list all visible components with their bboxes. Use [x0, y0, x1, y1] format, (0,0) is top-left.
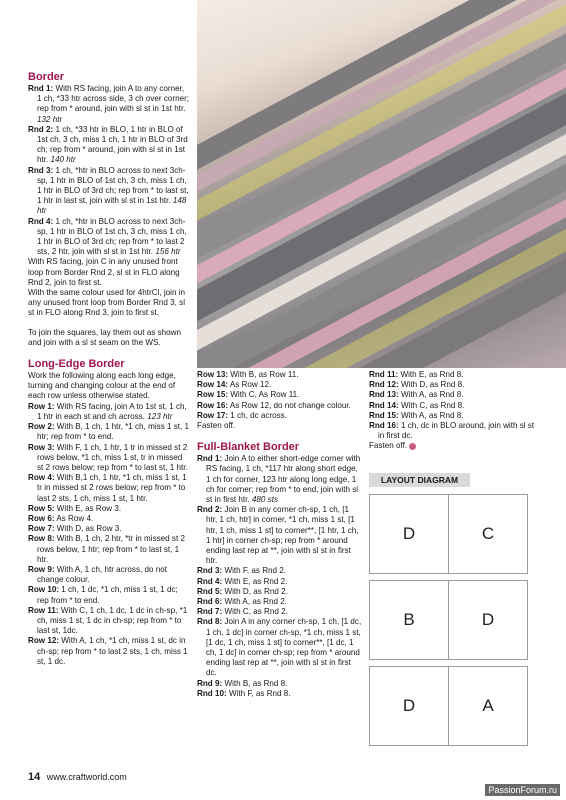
pattern-row — [28, 125, 190, 166]
pattern-row — [197, 411, 362, 421]
row-text: With E, as Rnd 2. — [224, 576, 288, 586]
fasten-off-2: Fasten off. — [369, 441, 539, 451]
pattern-row — [197, 597, 362, 607]
row-text: With RS facing, join A to any corner, 1 ch, *33 htr across side, 3 ch over corner; rep from * around, join with sl st in 1st htr. — [37, 84, 190, 114]
row-label: Rnd 14: — [369, 400, 399, 410]
row-text: With D, as Row 3. — [56, 524, 122, 534]
border-para-1: With RS facing, join C in any unused front loop from Border Rnd 2, sl st in FLO along Rnd 2, join to first st. — [28, 257, 180, 287]
row-label: Rnd 1: — [28, 84, 54, 93]
row-text: With C, as Rnd 8. — [400, 400, 465, 410]
pattern-row — [28, 534, 190, 565]
row-label: Row 4: — [28, 473, 55, 483]
row-text: With F, as Rnd 2. — [224, 566, 287, 576]
row-label: Row 9: — [28, 564, 55, 574]
row-text: With A, 1 ch, htr across, do not change colour. — [37, 564, 167, 585]
row-text: 1 ch, 1 dc, *1 ch, miss 1 st, 1 dc; rep from * to end. — [37, 585, 178, 605]
row-text: With C, As Row 11. — [230, 390, 300, 400]
pattern-row — [28, 504, 190, 514]
row-label: Rnd 3: — [197, 566, 223, 576]
row-text: With A, as Rnd 2. — [224, 597, 287, 607]
row-label: Row 10: — [28, 585, 60, 595]
row-label: Row 3: — [28, 442, 55, 452]
pattern-row — [369, 421, 539, 441]
page-number: 14 — [28, 771, 41, 783]
row-label: Row 12: — [28, 636, 60, 646]
row-text: With C, 1 ch, 1 dc, 1 dc in ch-sp, *1 ch, miss 1 st, 1 dc in ch-sp; rep from * to last st, 1dc. — [37, 605, 188, 636]
pattern-row — [197, 587, 362, 597]
diagram-cell: D — [369, 666, 449, 746]
col2-rows — [197, 370, 362, 421]
pattern-row — [369, 390, 539, 400]
row-label: Row 16: — [197, 400, 229, 410]
pattern-row — [369, 370, 539, 380]
col3-rows — [369, 370, 539, 441]
row-text: With B, as Rnd 8. — [224, 678, 288, 688]
pattern-row — [197, 390, 362, 400]
diagram-cell: A — [448, 666, 528, 746]
row-note: 156 htr — [155, 247, 181, 257]
diagram-cell: D — [448, 580, 528, 660]
row-label: Rnd 4: — [197, 576, 223, 586]
border-para-2: With the same colour used for 4htrCl, join in any unused front loop from Border Rnd 3, sl st in FLO along Rnd 3, join to first st. — [28, 288, 186, 318]
row-text: With F, 1 ch, 1 htr, 1 tr in missed st 2 rows below, *1 ch, miss 1 st, tr in missed st 2 rows below; rep from * to last st, 1 htr. — [37, 442, 188, 472]
diagram-cell: D — [369, 494, 449, 574]
row-label: Rnd 12: — [369, 380, 399, 390]
rnd8-text: Join A in any corner ch-sp, 1 ch, [1 dc, 1 ch, 1 dc] in corner ch-sp, *1 ch, miss 1 st, [1 dc, 1 ch, miss 1 st] to corner**, [1 dc, 1 ch, 1 dc] in corner ch-sp; rep from * around ending last rep at **, join with sl st in first dc. — [206, 617, 362, 678]
row-label: Rnd 11: — [369, 370, 399, 379]
row-text: 1 ch, *33 htr in BLO, 1 htr in BLO of 1st ch, 3 ch, miss 1 ch, 1 htr in BLO of 3rd ch; rep from * around, join with sl st in 1st htr. — [37, 124, 188, 165]
row-text: With B, 1 ch, 2 htr, *tr in missed st 2 rows below, 1 htr; rep from * to last st, 1 htr. — [37, 534, 185, 564]
row-note: 140 htr — [50, 155, 76, 165]
row-text: With E, as Row 3. — [56, 503, 122, 513]
rnd2-label: Rnd 2: — [197, 505, 223, 515]
page-footer — [28, 771, 127, 783]
row-text: 1 ch, dc across. — [230, 410, 287, 420]
pattern-row — [28, 166, 190, 217]
long-edge-intro: Work the following along each long edge, turning and changing colour at the end of each row unless otherwise stated. — [28, 371, 176, 401]
rnd8-label: Rnd 8: — [197, 617, 223, 627]
rnd1-text: Join A to either short-edge corner with RS facing, 1 ch, *117 htr along short edge, 1 ch for corner, 123 htr along long edge, 1 ch for corner; rep from * to end, join with sl st in first htr. — [206, 454, 361, 505]
rnd1-label: Rnd 1: — [197, 454, 223, 464]
full-blanket-short-rows — [197, 566, 362, 617]
row-label: Row 7: — [28, 524, 55, 534]
blanket-photo — [197, 0, 566, 368]
pattern-row — [197, 566, 362, 576]
row-label: Rnd 2: — [28, 124, 54, 134]
row-text: With F, as Rnd 8. — [228, 688, 291, 698]
pattern-row — [28, 606, 190, 637]
row-text: As Row 12, do not change colour. — [229, 400, 351, 410]
pattern-row — [28, 585, 190, 605]
pattern-row — [197, 370, 362, 380]
watermark: PassionForum.ru — [485, 784, 560, 796]
row-text: With RS facing, join A to 1st st, 1 ch, 1 htr in each st and ch across. — [37, 401, 187, 421]
row-label: Row 2: — [28, 422, 55, 432]
pattern-row — [197, 401, 362, 411]
end-bullet-icon — [409, 443, 416, 450]
row-label: Row 11: — [28, 605, 59, 615]
pattern-row — [28, 473, 190, 504]
border-rows — [28, 84, 190, 257]
row-label: Rnd 4: — [28, 216, 54, 226]
rnd1-note: 480 sts — [251, 495, 278, 505]
row-label: Rnd 6: — [197, 597, 223, 607]
row-label: Row 15: — [197, 390, 229, 400]
diagram-cell: B — [369, 580, 449, 660]
row-text: 1 ch, *htr in BLO across to next 3ch-sp, 1 htr in BLO of 1st ch, 3 ch, miss 1 ch, 1 htr in BLO of 3rd ch; rep from * to last 2 sts, 2 htr, join with sl st in 1st htr. — [37, 216, 187, 257]
row-label: Rnd 15: — [369, 410, 399, 420]
row-label: Rnd 16: — [369, 421, 399, 431]
pattern-row — [369, 380, 539, 390]
diagram-cell: C — [448, 494, 528, 574]
row-text: With A, 1 ch, *1 ch, miss 1 st, dc in ch-sp; rep from * to last 2 sts, 1 ch, miss 1 st, 1 dc. — [37, 636, 188, 666]
pattern-row — [28, 524, 190, 534]
row-label: Rnd 3: — [28, 165, 54, 175]
column-3 — [369, 370, 539, 452]
row-label: Row 13: — [197, 370, 229, 379]
pattern-row — [28, 84, 190, 125]
full-blanket-heading: Full-Blanket Border — [197, 441, 300, 454]
pattern-row — [369, 401, 539, 411]
pattern-row — [197, 607, 362, 617]
fasten-off-1: Fasten off. — [197, 421, 236, 431]
pattern-row — [28, 422, 190, 442]
row-label: Row 14: — [197, 380, 229, 390]
row-label: Row 1: — [28, 401, 55, 411]
row-text: With B, 1 ch, 1 htr, *1 ch, miss 1 st, 1 htr; rep from * to end. — [37, 422, 190, 442]
pattern-row — [28, 565, 190, 585]
row-text: As Row 12. — [229, 380, 272, 390]
pattern-row — [197, 380, 362, 390]
border-heading: Border — [28, 71, 65, 83]
row-text: 1 ch, dc in BLO around, join with sl st in first dc. — [378, 421, 535, 441]
row-label: Row 8: — [28, 534, 55, 544]
pattern-row — [369, 411, 539, 421]
row-label: Row 5: — [28, 503, 55, 513]
row-note: 123 htr — [147, 411, 173, 421]
row-label: Rnd 9: — [197, 678, 223, 688]
full-blanket-tail-rows — [197, 679, 362, 699]
pattern-row — [28, 636, 190, 667]
row-label: Row 17: — [197, 410, 229, 420]
column-2 — [197, 370, 362, 699]
row-label: Row 6: — [28, 513, 55, 523]
row-text: With B,1 ch, 1 htr, *1 ch, miss 1 st, 1 tr in missed st 2 rows below; rep from * to last 2 sts, 1 ch, miss 1 st, 1 htr. — [37, 473, 187, 503]
row-label: Rnd 13: — [369, 390, 399, 400]
row-text: With D, as Rnd 8. — [400, 380, 465, 390]
site-url: www.craftworld.com — [46, 772, 127, 782]
row-label: Rnd 10: — [197, 688, 227, 698]
row-text: With D, as Rnd 2. — [224, 586, 288, 596]
pattern-row — [197, 679, 362, 689]
row-text: With E, as Rnd 8. — [400, 370, 464, 379]
row-text: 1 ch, *htr in BLO across to next 3ch-sp, 1 htr in BLO of 1st ch, 3 ch, miss 1 ch, 1 htr in BLO of 3rd ch; rep from * to last st, 1 htr in last st, join with sl st in 1st htr. — [37, 165, 189, 206]
column-1 — [28, 70, 190, 667]
long-edge-rows — [28, 402, 190, 667]
rnd2-text: Join B in any corner ch-sp, 1 ch, [1 htr, 1 ch, htr] in corner, *1 ch, miss 1 st, [1 htr, 1 ch, miss 1 st] to corner**, [1 htr, 1 ch, 1 htr] in corner ch-sp; rep from * around ending last rep at **, join with sl st in first htr. — [206, 505, 359, 566]
pattern-row — [28, 514, 190, 524]
row-note: 132 htr — [37, 114, 63, 124]
pattern-row — [28, 443, 190, 474]
row-label: Rnd 7: — [197, 607, 223, 617]
row-text: With A, as Rnd 8. — [400, 410, 464, 420]
row-text: With B, as Row 11. — [230, 370, 299, 379]
border-para-3: To join the squares, lay them out as shown and join with a sl st seam on the WS. — [28, 327, 181, 347]
pattern-row — [197, 689, 362, 699]
row-text: With C, as Rnd 2. — [224, 607, 288, 617]
row-text: As Row 4. — [56, 513, 94, 523]
row-label: Rnd 5: — [197, 586, 223, 596]
pattern-row — [28, 402, 190, 422]
layout-diagram-title: LAYOUT DIAGRAM — [369, 473, 470, 487]
pattern-row — [28, 217, 190, 258]
row-note: 148 htr — [37, 196, 187, 216]
long-edge-heading: Long-Edge Border — [28, 358, 125, 371]
pattern-row — [197, 577, 362, 587]
row-text: With A, as Rnd 8. — [400, 390, 464, 400]
